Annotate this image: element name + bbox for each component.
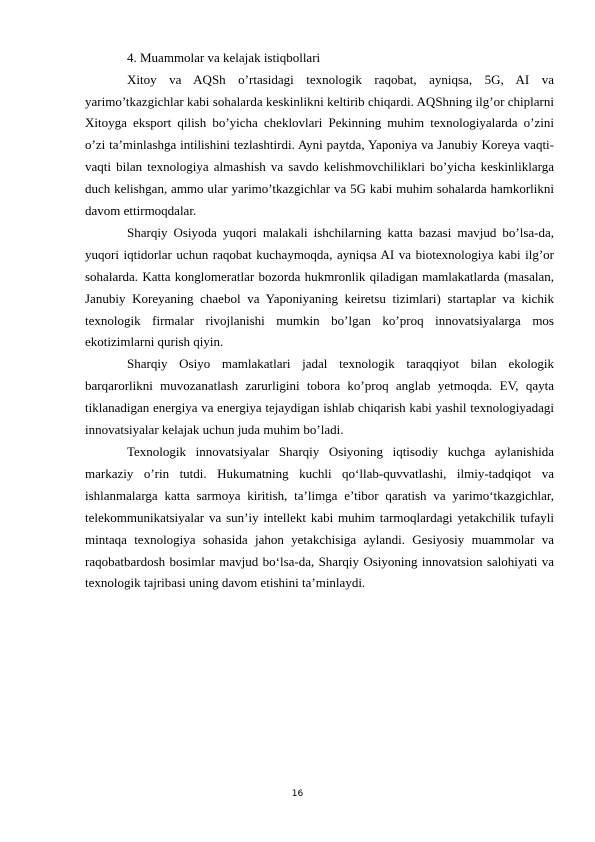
section-heading: 4. Muammolar va kelajak istiqbollari: [127, 50, 321, 65]
page-number: 16: [291, 789, 304, 799]
paragraph-3: Sharqiy Osiyo mamlakatlari jadal texnologik taraqqiyot bilan ekologik barqarorlikni muvozanatlash zarurligini tobora ko’proq anglab yetmoqda. EV, qayta tiklanadigan energiya va energiya tejaydigan ishlab chiqarish kabi yashil texnologiyadagi innovatsiyalar kelajak uchun juda muhim bo’ladi.: [85, 356, 554, 438]
page-content: [85, 47, 554, 594]
paragraph-1: Xitoy va AQSh o’rtasidagi texnologik raqobat, ayniqsa, 5G, AI va yarimo’tkazgichlar kabi sohalarda keskinlikni keltirib chiqardi. AQShning ilg’or chiplarni Xitoyga eksport qilish bo’yicha cheklovlari Pekinning muhim texnologiyalarda o’zini o’zi ta’minlashga intilishini tezlashtirdi. Ayni paytda, Yaponiya va Janubiy Koreya vaqti-vaqti bilan texnologiya almashish va savdo kelishmovchiliklari bo’yicha keskinliklarga duch kelishgan, ammo ular yarimo’tkazgichlar va 5G kabi muhim sohalarda hamkorlikni davom ettirmoqdalar.: [85, 71, 554, 219]
paragraph-2: Sharqiy Osiyoda yuqori malakali ishchilarning katta bazasi mavjud bo’lsa-da, yuqori iqtidorlar uchun raqobat kuchaymoqda, ayniqsa AI va biotexnologiya kabi ilg’or sohalarda. Katta konglomeratlar bozorda hukmronlik qiladigan mamlakatlarda (masalan, Janubiy Koreyaning chaebol va Yaponiyaning keiretsu tizimlari) startaplar va kichik texnologik firmalar rivojlanishi mumkin bo’lgan ko’proq innovatsiyalarga mos ekotizimlarni qurish qiyin.: [85, 224, 554, 350]
paragraph-4: Texnologik innovatsiyalar Sharqiy Osiyoning iqtisodiy kuchga aylanishida markaziy o’rin tutdi. Hukumatning kuchli qo‘llab-quvvatlashi, ilmiy-tadqiqot va ishlanmalarga katta sarmoya kiritish, ta’limga e’tibor qaratish va yarimo‘tkazgichlar, telekommunikatsiyalar va sun’iy intellekt kabi muhim tarmoqlardagi yetakchilik tufayli mintaqa texnologiya sohasida jahon yetakchisiga aylandi. Gesiyosiy muammolar va raqobatbardosh bosimlar mavjud bo‘lsa-da, Sharqiy Osiyoning innovatsion salohiyati va texnologik tajribasi uning davom etishini ta’minlaydi.: [85, 444, 554, 591]
